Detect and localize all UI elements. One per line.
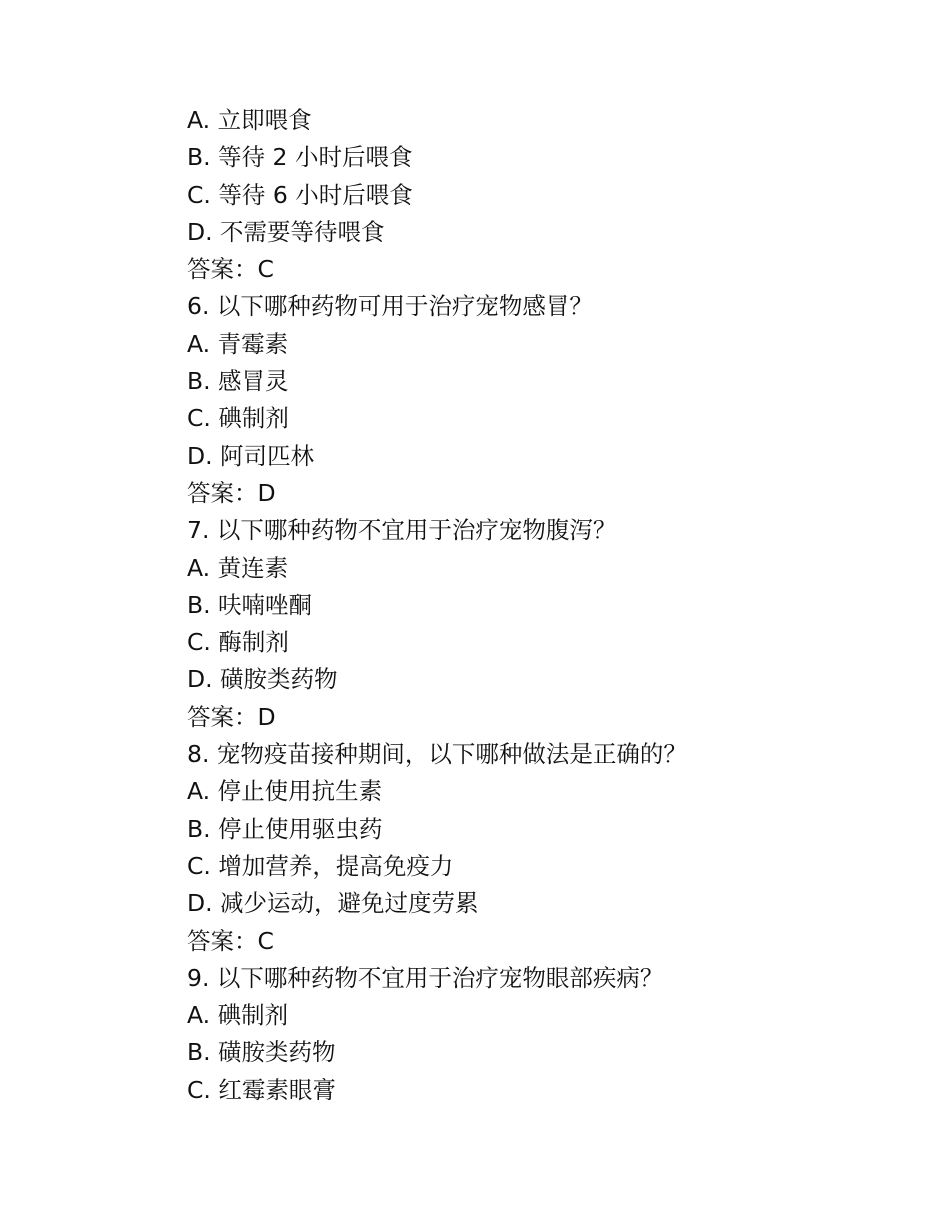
option-line: D. 不需要等待喂食	[187, 217, 385, 246]
option-line: D. 磺胺类药物	[187, 665, 338, 694]
option-line: B. 呋喃唑酮	[187, 590, 313, 619]
option-line: B. 感冒灵	[187, 367, 289, 396]
option-line: C. 酶制剂	[187, 628, 289, 657]
option-line: B. 等待 2 小时后喂食	[187, 143, 413, 172]
option-line: A. 黄连素	[187, 553, 289, 582]
answer-line: 答案：D	[187, 702, 276, 731]
answer-line: 答案：C	[187, 926, 274, 955]
option-line: A. 碘制剂	[187, 1001, 289, 1030]
option-line: C. 增加营养，提高免疫力	[187, 851, 454, 880]
option-line: D. 阿司匹林	[187, 441, 315, 470]
option-line: A. 青霉素	[187, 329, 289, 358]
option-line: A. 停止使用抗生素	[187, 777, 383, 806]
answer-line: 答案：C	[187, 255, 274, 284]
document-body	[187, 102, 887, 1109]
question-line: 8. 宠物疫苗接种期间，以下哪种做法是正确的？	[187, 740, 687, 769]
option-line: D. 减少运动，避免过度劳累	[187, 889, 479, 918]
question-line: 6. 以下哪种药物可用于治疗宠物感冒？	[187, 292, 593, 321]
answer-line: 答案：D	[187, 478, 276, 507]
option-line: A. 立即喂食	[187, 106, 312, 134]
option-line: C. 碘制剂	[187, 404, 289, 433]
question-line: 9. 以下哪种药物不宜用于治疗宠物眼部疾病？	[187, 963, 664, 992]
option-line: B. 磺胺类药物	[187, 1038, 336, 1067]
option-line: C. 等待 6 小时后喂食	[187, 180, 413, 209]
option-line: B. 停止使用驱虫药	[187, 814, 383, 843]
option-line: C. 红霉素眼膏	[187, 1075, 336, 1104]
question-line: 7. 以下哪种药物不宜用于治疗宠物腹泻？	[187, 516, 617, 545]
